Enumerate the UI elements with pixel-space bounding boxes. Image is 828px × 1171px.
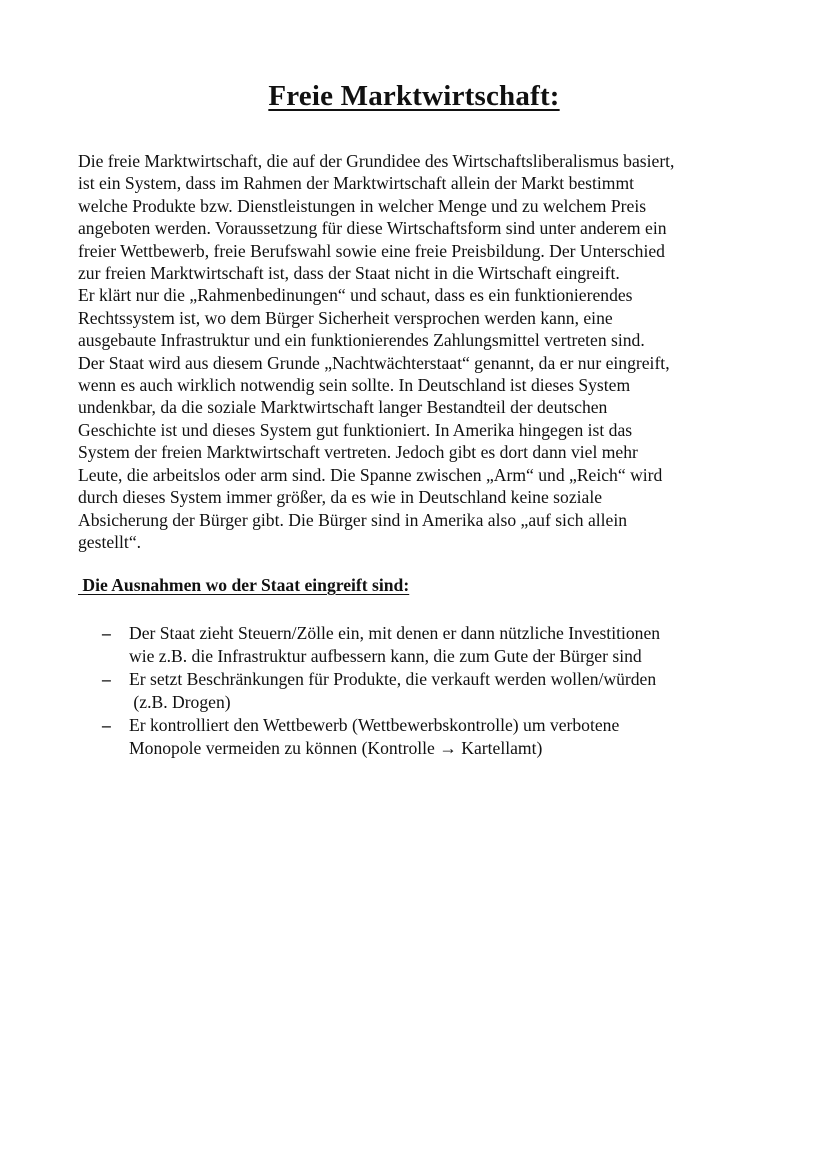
paragraph-line: ist ein System, dass im Rahmen der Marktwirtschaft allein der Markt bestimmt — [78, 173, 635, 194]
paragraph-line: Er klärt nur die „Rahmenbedinungen“ und schaut, dass es ein funktionierendes — [78, 285, 633, 306]
list-item — [102, 622, 742, 668]
document-title: Freie Marktwirtschaft: — [268, 80, 560, 112]
list-item — [102, 668, 742, 714]
list-item-line: Er setzt Beschränkungen für Produkte, die verkauft werden wollen/würden — [129, 669, 657, 689]
exceptions-heading: Die Ausnahmen wo der Staat eingreift sind: — [78, 575, 410, 595]
paragraph-line: Der Staat wird aus diesem Grunde „Nachtwächterstaat“ genannt, da er nur eingreift, — [78, 352, 670, 373]
paragraph-line: gestellt“. — [78, 531, 142, 552]
list-item-line: (z.B. Drogen) — [129, 692, 231, 712]
list-item — [102, 714, 742, 760]
dash-bullet-icon: – — [102, 623, 111, 643]
list-item-line: Der Staat zieht Steuern/Zölle ein, mit denen er dann nützliche Investitionen — [129, 623, 661, 643]
paragraph-line: ausgebaute Infrastruktur und ein funktionierendes Zahlungsmittel vertreten sind. — [78, 330, 645, 351]
paragraph-line: zur freien Marktwirtschaft ist, dass der Staat nicht in die Wirtschaft eingreift. — [78, 263, 620, 284]
exceptions-list — [102, 622, 742, 760]
paragraph-line: System der freien Marktwirtschaft vertreten. Jedoch gibt es dort dann viel mehr — [78, 442, 638, 463]
paragraph-line: Absicherung der Bürger gibt. Die Bürger sind in Amerika also „auf sich allein — [78, 509, 628, 530]
list-item-line: Monopole vermeiden zu können (Kontrolle → Kartellamt) — [129, 738, 543, 758]
list-item-line: Er kontrolliert den Wettbewerb (Wettbewerbskontrolle) um verbotene — [129, 715, 620, 735]
paragraph-line: undenkbar, da die soziale Marktwirtschaft langer Bestandteil der deutschen — [78, 397, 608, 418]
paragraph-line: angeboten werden. Voraussetzung für diese Wirtschaftsform sind unter anderem ein — [78, 218, 667, 239]
paragraph-line: Leute, die arbeitslos oder arm sind. Die Spanne zwischen „Arm“ und „Reich“ wird — [78, 464, 663, 485]
dash-bullet-icon: – — [102, 715, 111, 735]
paragraph-line: freier Wettbewerb, freie Berufswahl sowie eine freie Preisbildung. Der Unterschied — [78, 240, 665, 261]
body-paragraph — [78, 150, 758, 553]
list-item-line: wie z.B. die Infrastruktur aufbessern kann, die zum Gute der Bürger sind — [129, 646, 642, 666]
paragraph-line: wenn es auch wirklich notwendig sein sollte. In Deutschland ist dieses System — [78, 375, 631, 396]
paragraph-line: welche Produkte bzw. Dienstleistungen in welcher Menge und zu welchem Preis — [78, 195, 647, 216]
paragraph-line: Die freie Marktwirtschaft, die auf der Grundidee des Wirtschaftsliberalismus basiert, — [78, 151, 675, 171]
paragraph-line: Geschichte ist und dieses System gut funktioniert. In Amerika hingegen ist das — [78, 419, 633, 440]
dash-bullet-icon: – — [102, 669, 111, 689]
paragraph-line: Rechtssystem ist, wo dem Bürger Sicherheit versprochen werden kann, eine — [78, 307, 613, 328]
paragraph-line: durch dieses System immer größer, da es wie in Deutschland keine soziale — [78, 487, 603, 508]
